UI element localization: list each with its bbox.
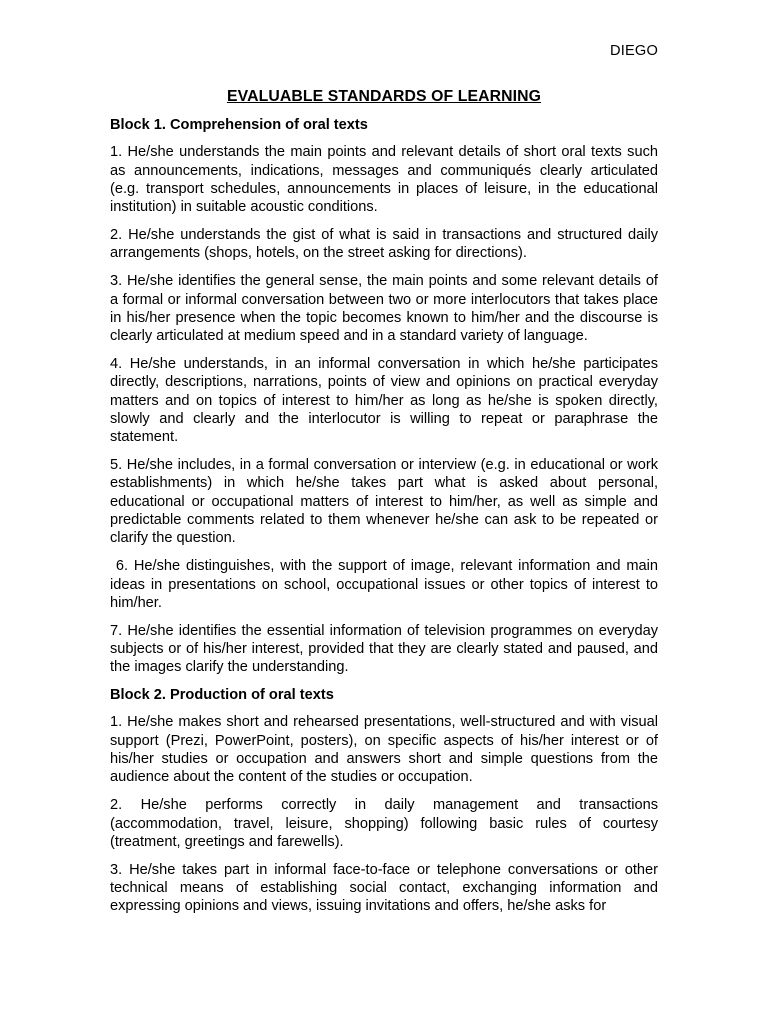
block-1-heading: Block 1. Comprehension of oral texts [110, 117, 368, 133]
block-2 [110, 686, 658, 915]
block-1-item-3: 3. He/she identifies the general sense, the main points and some relevant details of a formal or informal conversation between two or more interlocutors that takes place in his/her presence when the topic becomes known to him/her and the discourse is clearly articulated at medium speed and in a standard variety of language. [110, 273, 658, 345]
author-name: DIEGO [609, 43, 658, 59]
block-2-heading: Block 2. Production of oral texts [110, 687, 334, 704]
block-1-item-7: 7. He/she identifies the essential information of television programmes on everyday subjects or of his/her interest, provided that they are clearly stated and paused, and the images clarify the understanding. [110, 622, 658, 676]
document-body [110, 116, 658, 925]
block-1-item-4: 4. He/she understands, in an informal conversation in which he/she participates directly, descriptions, narrations, points of view and opinions on practical everyday matters and on topics of interest to him/her as long as he/she is spoken directly, slowly and clearly and the interlocutor is willing to repeat or paraphrase the statement. [110, 356, 658, 446]
document-title: EVALUABLE STANDARDS OF LEARNING [226, 88, 542, 105]
block-2-item-1: 1. He/she makes short and rehearsed presentations, well-structured and with visual support (Prezi, PowerPoint, posters), on specific aspects of his/her interest or of his/her studies or occupation and answers short and simple questions from the audience about the content of the studies or occupation. [110, 714, 658, 786]
block-2-item-3: 3. He/she takes part in informal face-to-face or telephone conversations or other technical means of establishing social contact, exchanging information and expressing opinions and views, issuing invitations and offers, he/she asks for [110, 861, 658, 915]
block-1-item-1: 1. He/she understands the main points and relevant details of short oral texts such as announcements, indications, messages and communiqués clearly articulated (e.g. transport schedules, announcements in places of leisure, in the educational institution) in suitable acoustic conditions. [110, 144, 658, 216]
block-1 [110, 116, 658, 677]
block-1-item-2: 2. He/she understands the gist of what is said in transactions and structured daily arrangements (shops, hotels, on the street asking for directions). [110, 227, 658, 262]
block-2-item-2: 2. He/she performs correctly in daily management and transactions (accommodation, travel, leisure, shopping) following basic rules of courtesy (treatment, greetings and farewells). [110, 797, 658, 850]
document-page [110, 0, 658, 1024]
block-1-item-6: 6. He/she distinguishes, with the support of image, relevant information and main ideas in presentations on school, occupational issues or other topics of interest to him/her. [110, 558, 658, 611]
block-1-item-5: 5. He/she includes, in a formal conversation or interview (e.g. in educational or work establishments) in which he/she takes part what is asked about personal, educational or occupational matters of interest to him/her, as well as simple and predictable comments related to them whenever he/she can ask to be repeated or clarify the question. [110, 457, 658, 547]
